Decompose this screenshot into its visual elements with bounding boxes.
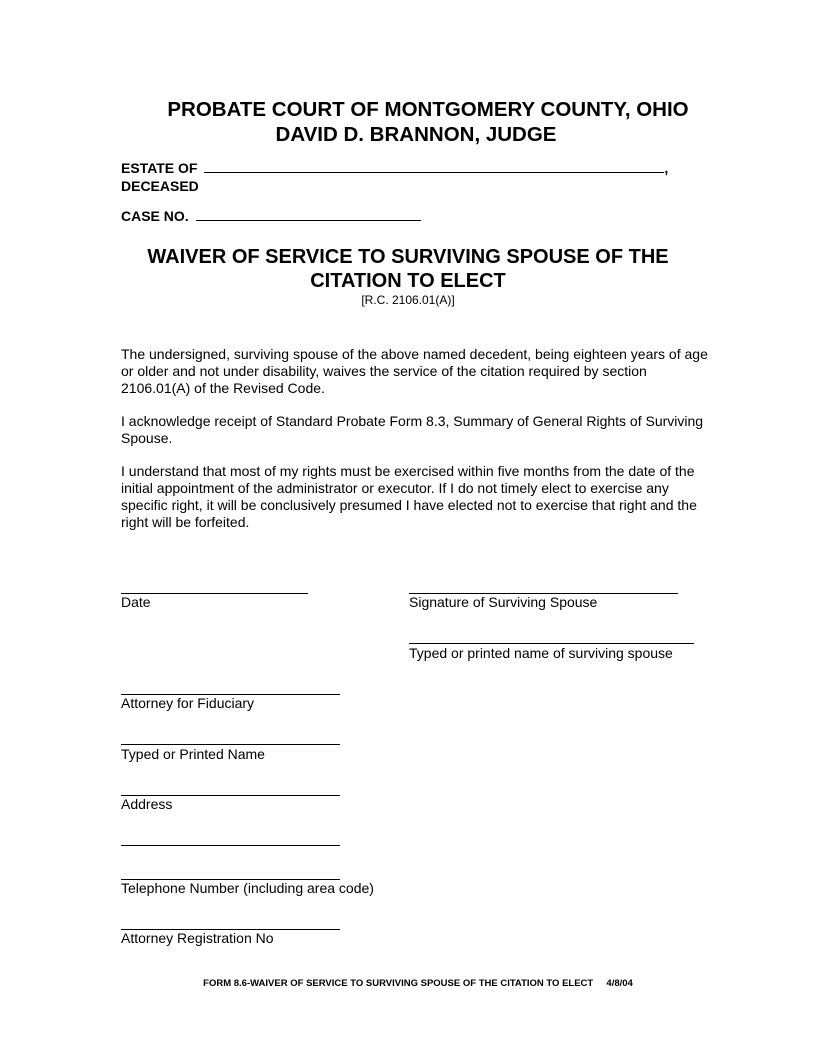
registration-label: Attorney Registration No xyxy=(121,930,274,946)
attorney-name-label: Typed or Printed Name xyxy=(121,746,265,762)
estate-name-field[interactable] xyxy=(204,160,664,173)
address-line-2[interactable] xyxy=(121,845,340,846)
estate-comma: , xyxy=(664,160,669,176)
date-label: Date xyxy=(121,594,151,610)
form-title xyxy=(0,245,816,293)
attorney-name-line[interactable] xyxy=(121,744,340,745)
court-header xyxy=(0,97,816,147)
spouse-name-line[interactable] xyxy=(409,643,694,644)
estate-label: ESTATE OF xyxy=(121,160,198,176)
form-footer xyxy=(0,978,816,989)
footer-date: 4/8/04 xyxy=(606,978,633,989)
form-title-line1: WAIVER OF SERVICE TO SURVIVING SPOUSE OF THE xyxy=(147,246,669,268)
telephone-label: Telephone Number (including area code) xyxy=(121,880,374,896)
deceased-label: DECEASED xyxy=(121,178,199,194)
footer-form-name: FORM 8.6-WAIVER OF SERVICE TO SURVIVING SPOUSE OF THE CITATION TO ELECT xyxy=(203,978,594,989)
spouse-name-label: Typed or printed name of surviving spouse xyxy=(409,645,673,661)
form-title-line2: CITATION TO ELECT xyxy=(310,270,506,292)
paragraph-acknowledge: I acknowledge receipt of Standard Probate Form 8.3, Summary of General Rights of Surviving Spouse. xyxy=(121,413,704,446)
case-number-field[interactable] xyxy=(196,208,421,221)
signature-label: Signature of Surviving Spouse xyxy=(409,594,598,610)
judge-name: DAVID D. BRANNON, JUDGE xyxy=(275,123,557,146)
attorney-label: Attorney for Fiduciary xyxy=(121,695,255,711)
case-line xyxy=(121,208,421,225)
statute-reference: [R.C. 2106.01(A)] xyxy=(361,293,455,307)
paragraph-understand: I understand that most of my rights must be exercised within five months from the date of the initial appointment of the administrator or executor. If I do not timely elect to exercise any specific right, it will be conclusively presumed I have elected not to exercise that right and the right will be forfeited. xyxy=(121,463,697,530)
court-name: PROBATE COURT OF MONTGOMERY COUNTY, OHIO xyxy=(167,98,689,121)
case-label: CASE NO. xyxy=(121,208,189,224)
estate-line xyxy=(121,160,668,177)
address-label: Address xyxy=(121,796,173,812)
paragraph-waiver: The undersigned, surviving spouse of the above named decedent, being eighteen years of age or older and not under disability, waives the service of the citation required by section 2106.01(A) of the Revised Code. xyxy=(121,346,708,396)
